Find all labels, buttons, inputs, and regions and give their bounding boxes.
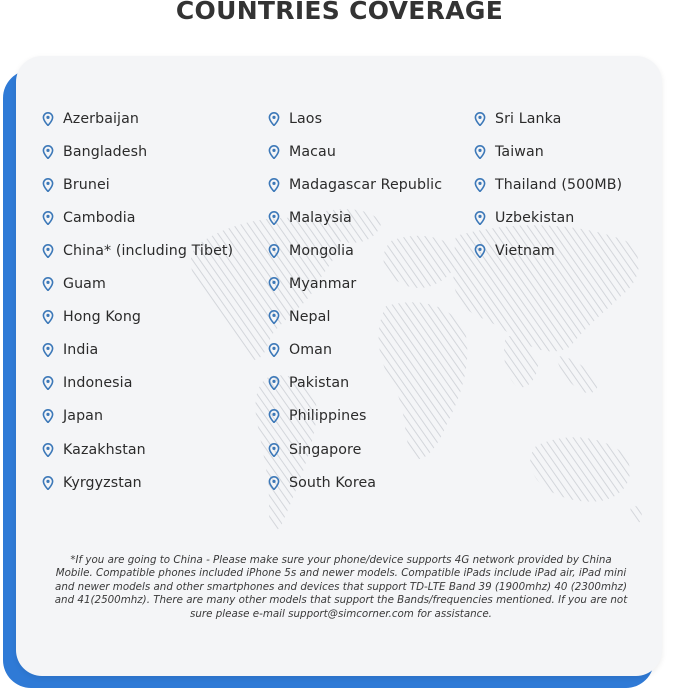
country-item (268, 439, 361, 461)
country-name: Japan (63, 408, 104, 424)
country-item (268, 108, 322, 130)
location-pin-icon (474, 145, 486, 159)
location-pin-icon (268, 443, 280, 457)
page-title: COUNTRIES COVERAGE (175, 0, 504, 25)
country-name: Kyrgyzstan (63, 475, 142, 491)
country-item (42, 141, 147, 163)
location-pin-icon (268, 244, 280, 258)
country-item (42, 405, 103, 427)
country-item (474, 141, 544, 163)
country-name: Myanmar (289, 276, 357, 292)
location-pin-icon (268, 178, 280, 192)
country-name: Azerbaijan (63, 111, 139, 127)
country-name: South Korea (289, 475, 377, 491)
country-name: China* (including Tibet) (63, 243, 234, 259)
country-item (42, 108, 139, 130)
world-map-background (176, 206, 656, 596)
country-item (42, 174, 110, 196)
location-pin-icon (474, 178, 486, 192)
location-pin-icon (474, 211, 486, 225)
country-item (42, 273, 106, 295)
country-name: Guam (63, 276, 106, 292)
country-item (268, 207, 352, 229)
country-name: Macau (289, 144, 336, 160)
country-item (268, 141, 336, 163)
coverage-card (16, 56, 662, 676)
location-pin-icon (42, 409, 54, 423)
location-pin-icon (268, 343, 280, 357)
country-item (42, 439, 146, 461)
country-item (268, 273, 356, 295)
china-footnote: *If you are going to China - Please make sure your phone/device supports 4G network provided by China Mobile. Compatible phones included iPhone 5s and newer models. Compatible iPads include iPad air, iPad mini and newer models and other smartphones and devices that support TD-LTE Band 39 (1900mhz) 40 (2300mhz) and 41(2500mhz). There are many other models that support the Bands/frequencies mentioned. If you are not sure please e-mail support@simcorner.com for assistance. (54, 554, 628, 620)
country-item (42, 339, 98, 361)
location-pin-icon (268, 112, 280, 126)
country-name: Madagascar Republic (289, 177, 443, 193)
country-name: Bangladesh (63, 144, 148, 160)
country-name: Oman (289, 342, 333, 358)
location-pin-icon (42, 277, 54, 291)
location-pin-icon (268, 145, 280, 159)
country-name: Kazakhstan (63, 442, 146, 458)
country-name: Mongolia (289, 243, 354, 259)
country-name: Brunei (63, 177, 110, 193)
location-pin-icon (42, 376, 54, 390)
country-name: Nepal (289, 309, 331, 325)
country-name: Hong Kong (63, 309, 142, 325)
country-item (268, 405, 367, 427)
location-pin-icon (474, 244, 486, 258)
country-name: Cambodia (63, 210, 136, 226)
country-item (474, 108, 561, 130)
country-item (268, 472, 376, 494)
country-name: Taiwan (495, 144, 544, 160)
location-pin-icon (268, 211, 280, 225)
country-name: Indonesia (63, 375, 133, 391)
location-pin-icon (268, 376, 280, 390)
country-item (268, 306, 330, 328)
country-item (474, 174, 622, 196)
location-pin-icon (42, 343, 54, 357)
country-name: Sri Lanka (495, 111, 562, 127)
country-name: Philippines (289, 408, 367, 424)
location-pin-icon (268, 277, 280, 291)
location-pin-icon (268, 409, 280, 423)
location-pin-icon (268, 476, 280, 490)
location-pin-icon (42, 211, 54, 225)
country-item (474, 240, 555, 262)
country-item (42, 306, 141, 328)
country-item (42, 472, 142, 494)
location-pin-icon (42, 310, 54, 324)
location-pin-icon (474, 112, 486, 126)
country-item (268, 372, 349, 394)
country-item (268, 339, 332, 361)
country-item (42, 207, 136, 229)
location-pin-icon (42, 145, 54, 159)
country-item (474, 207, 574, 229)
location-pin-icon (42, 244, 54, 258)
country-name: Malaysia (289, 210, 352, 226)
country-name: Thailand (500MB) (495, 177, 623, 193)
country-name: Laos (289, 111, 323, 127)
country-item (268, 174, 442, 196)
country-name: Pakistan (289, 375, 350, 391)
location-pin-icon (42, 476, 54, 490)
location-pin-icon (42, 112, 54, 126)
country-name: Singapore (289, 442, 362, 458)
location-pin-icon (268, 310, 280, 324)
country-name: India (63, 342, 99, 358)
country-item (42, 372, 133, 394)
location-pin-icon (42, 443, 54, 457)
country-name: Vietnam (495, 243, 555, 259)
country-item (42, 240, 233, 262)
country-name: Uzbekistan (495, 210, 575, 226)
location-pin-icon (42, 178, 54, 192)
country-item (268, 240, 354, 262)
